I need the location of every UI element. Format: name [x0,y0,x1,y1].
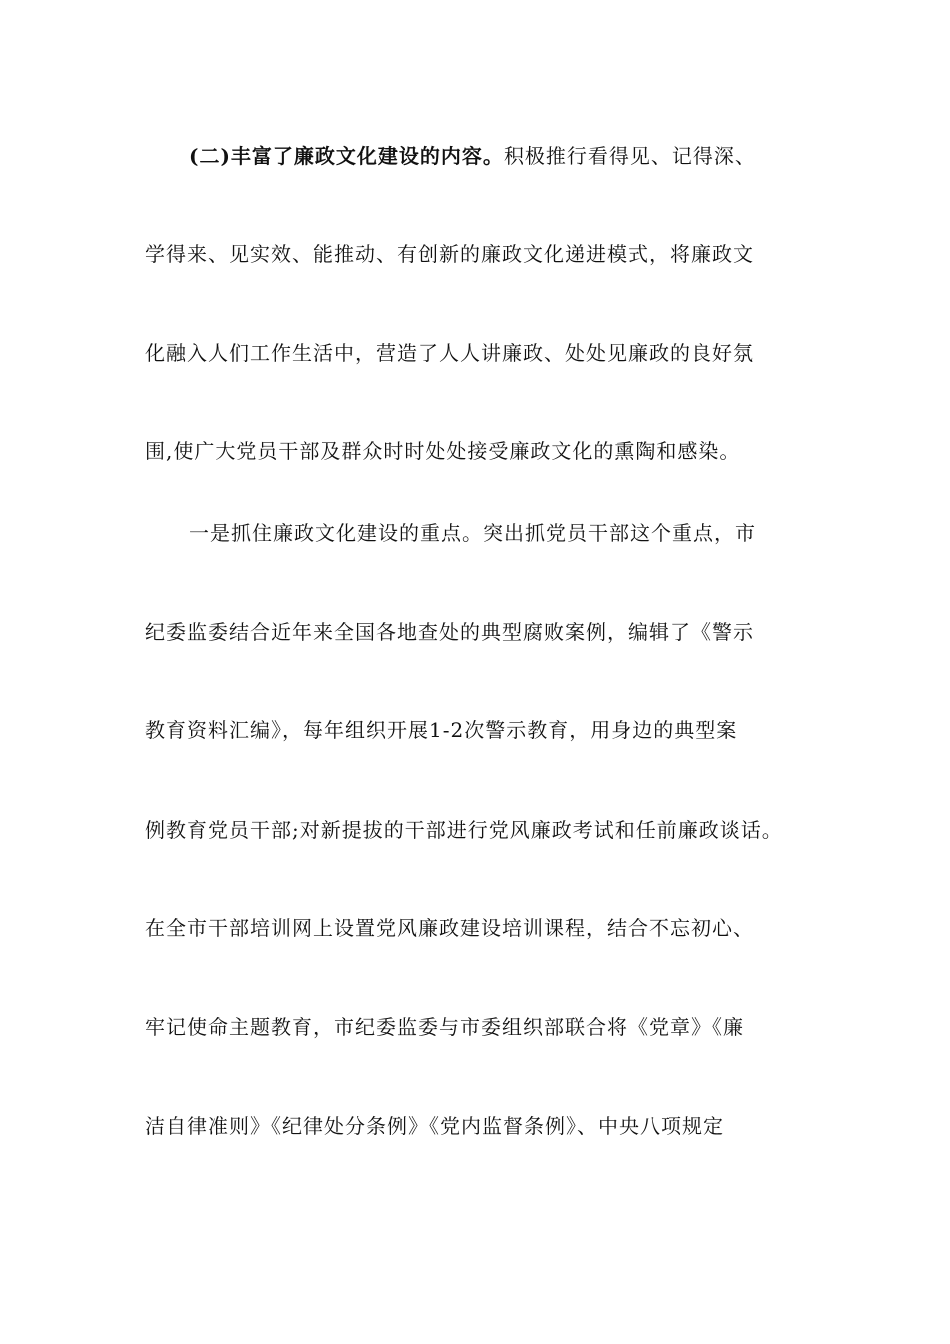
paragraph-line-9: 在全市干部培训网上设置党风廉政建设培训课程，结合不忘初心、 [145,916,754,940]
paragraph-line-5: 一是抓住廉政文化建设的重点。突出抓党员干部这个重点，市 [189,521,756,545]
paragraph-line-7: 教育资料汇编》，每年组织开展1-2次警示教育，用身边的典型案 [145,718,738,742]
paragraph-line-6: 纪委监委结合近年来全国各地查处的典型腐败案例，编辑了《警示 [145,620,754,644]
paragraph-line-3: 化融入人们工作生活中，营造了人人讲廉政、处处见廉政的良好氛 [145,341,754,365]
paragraph-line-11: 洁自律准则》《纪律处分条例》《党内监督条例》、中央八项规定 [145,1114,724,1138]
paragraph-line-10: 牢记使命主题教育，市纪委监委与市委组织部联合将《党章》《廉 [145,1015,744,1039]
paragraph-line-8: 例教育党员干部;对新提拔的干部进行党风廉政考试和任前廉政谈话。 [145,818,783,842]
paragraph-line-2: 学得来、见实效、能推动、有创新的廉政文化递进模式，将廉政文 [145,242,754,266]
paragraph-line-4: 围,使广大党员干部及群众时时处处接受廉政文化的熏陶和感染。 [145,439,741,463]
section-heading: (二)丰富了廉政文化建设的内容。 [189,144,504,168]
line-text: 积极推行看得见、记得深、 [503,144,756,168]
paragraph-line-1 [189,142,879,170]
